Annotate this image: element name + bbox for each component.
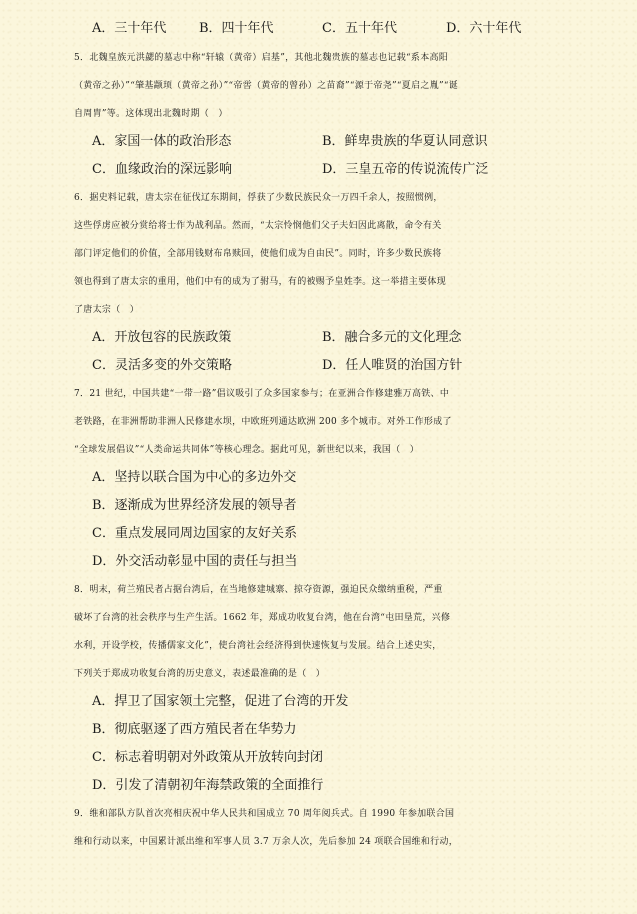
q8-stem-line-1: 8．明末，荷兰殖民者占据台湾后，在当地修建城寨、掠夺资源，强迫民众缴纳重税，严重 — [74, 585, 443, 595]
q8-option-b: B．彻底驱逐了西方殖民者在华势力 — [92, 722, 297, 737]
q6-stem-line-2: 这些俘虏应被分赏给将士作为战利品。然而，“太宗怜悯他们父子夫妇因此离散，命令有关 — [74, 221, 442, 231]
q6-stem-line-1: 6．据史料记载，唐太宗在征伐辽东期间，俘获了少数民族民众一万四千余人，按照惯例， — [74, 193, 443, 203]
q8-stem-line-3: 水利，开设学校，传播儒家文化”，使台湾社会经济得到快速恢复与发展。结合上述史实， — [74, 641, 442, 651]
q8-option-a: A．捍卫了国家领土完整，促进了台湾的开发 — [92, 694, 349, 709]
q4-option-d: D．六十年代 — [446, 21, 522, 36]
q8-stem-line-2: 破坏了台湾的社会秩序与生产生活。1662 年，郑成功收复台湾，他在台湾“屯田垦荒，兴修 — [74, 613, 451, 623]
q6-stem-line-3: 部门评定他们的价值，全部用钱财布帛赎回，使他们成为自由民”。同时，许多少数民族将 — [74, 249, 442, 259]
q6-option-d: D．任人唯贤的治国方针 — [322, 358, 463, 373]
q9-stem-line-1: 9．维和部队方队首次亮相庆祝中华人民共和国成立 70 周年阅兵式。自 1990 年参加联合国 — [74, 809, 455, 819]
q5-option-a: A．家国一体的政治形态 — [92, 134, 232, 149]
q6-stem-line-5: 了唐太宗（ ） — [74, 305, 140, 315]
q7-stem-line-3: “全球发展倡议”“人类命运共同体”等核心理念。据此可见，新世纪以来，我国（ ） — [74, 445, 420, 455]
q4-option-a: A．三十年代 — [92, 21, 167, 36]
q6-stem-line-4: 领也得到了唐太宗的重用，他们中有的成为了驸马，有的被赐予皇姓李。这一举措主要体现 — [74, 277, 447, 287]
q6-option-c: C．灵活多变的外交策略 — [92, 358, 232, 373]
q7-option-d: D．外交活动彰显中国的责任与担当 — [92, 554, 298, 569]
q8-option-d: D．引发了清朝初年海禁政策的全面推行 — [92, 778, 324, 793]
q7-option-b: B．逐渐成为世界经济发展的领导者 — [92, 498, 297, 513]
q8-option-c: C．标志着明朝对外政策从开放转向封闭 — [92, 750, 323, 765]
q5-stem-line-3: 自周胄”等。这体现出北魏时期（ ） — [74, 109, 228, 119]
q4-option-b: B．四十年代 — [199, 21, 274, 36]
q6-option-b: B．融合多元的文化理念 — [322, 330, 462, 345]
q7-option-a: A．坚持以联合国为中心的多边外交 — [92, 470, 297, 485]
q5-option-d: D．三皇五帝的传说流传广泛 — [322, 162, 489, 177]
q6-option-a: A．开放包容的民族政策 — [92, 330, 232, 345]
q4-option-c: C．五十年代 — [322, 21, 397, 36]
q5-option-b: B．鲜卑贵族的华夏认同意识 — [322, 134, 488, 149]
q7-stem-line-1: 7．21 世纪，中国共建“一带一路”倡议吸引了众多国家参与；在亚洲合作修建雅万高铁、中 — [74, 389, 450, 399]
q9-stem-line-2: 维和行动以来，中国累计派出维和军事人员 3.7 万余人次，先后参加 24 项联合国维和行动， — [74, 837, 459, 847]
q7-option-c: C．重点发展同周边国家的友好关系 — [92, 526, 297, 541]
q7-stem-line-2: 老铁路，在非洲帮助非洲人民修建水坝，中欧班列通达欧洲 200 多个城市。对外工作形成了 — [74, 417, 452, 427]
q8-stem-line-4: 下列关于郑成功收复台湾的历史意义，表述最准确的是（ ） — [74, 669, 326, 679]
q5-option-c: C．血缘政治的深远影响 — [92, 162, 232, 177]
q5-stem-line-2: （黄帝之孙）”“肇基颛顼（黄帝之孙）”“帝喾（黄帝的曾孙）之苗裔”“源于帝尧”“夏启之胤”“诞 — [74, 81, 459, 91]
q5-stem-line-1: 5．北魏皇族元洪勰的墓志中称“轩辕（黄帝）启基”，其他北魏贵族的墓志也记载“系本高阳 — [74, 53, 449, 63]
